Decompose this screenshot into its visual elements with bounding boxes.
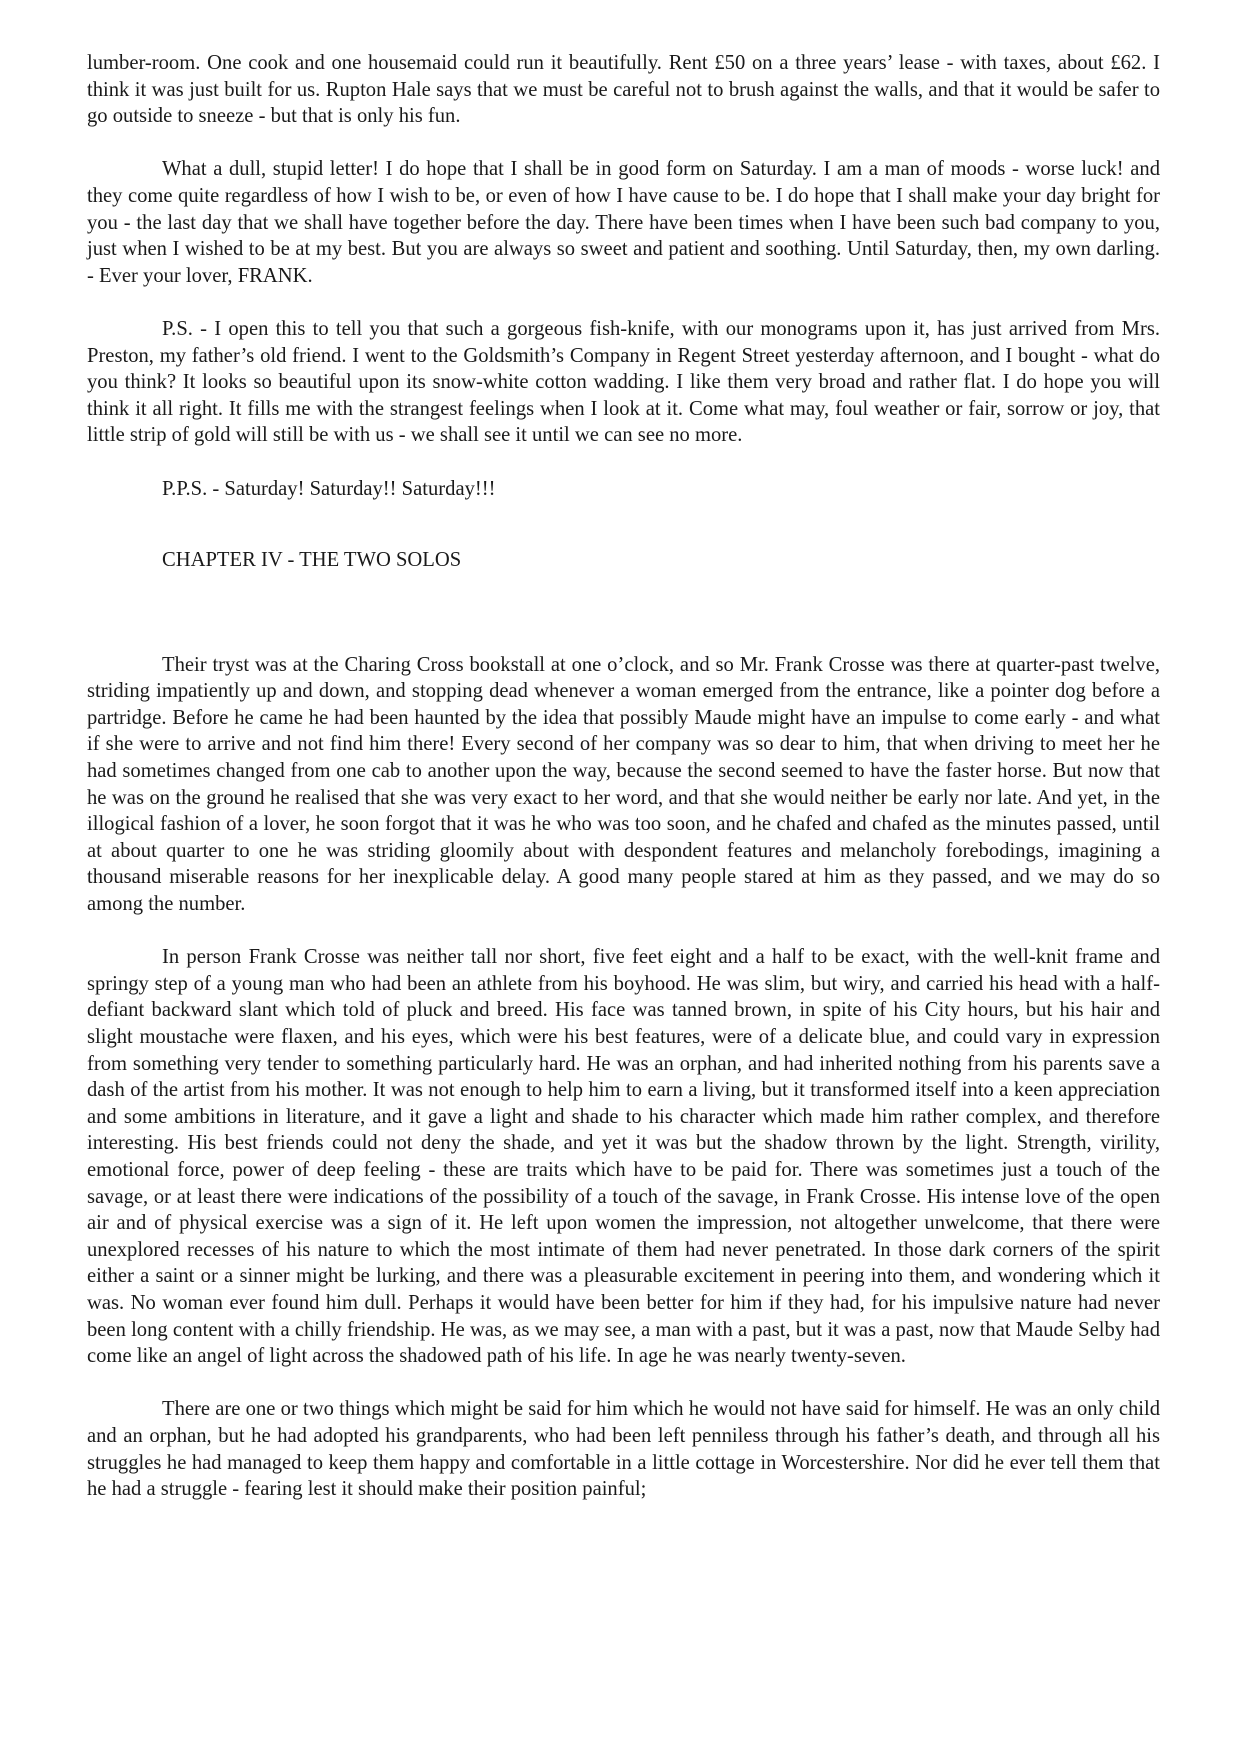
chapter-heading: CHAPTER IV - THE TWO SOLOS <box>162 549 462 572</box>
paragraph-tryst: Their tryst was at the Charing Cross bookstall at one o’clock, and so Mr. Frank Crosse was there at quarter-past twelve, striding impatiently up and down, and stopping dead whenever a woman emerged from the entrance, like a pointer dog before a partridge. Before he came he had been haunted by the idea that possibly Maude might have an impulse to come early - and what if she were to arrive and not find him there! Every second of her company was so dear to him, that when driving to meet her he had sometimes changed from one cab to another upon the way, because the second seemed to have the faster horse. But now that he was on the ground he realised that she was very exact to her word, and that she would neither be early nor late. And yet, in the illogical fashion of a lover, he soon forgot that it was he who was too soon, and he chafed and chafed as the minutes passed, until at about quarter to one he was striding gloomily about with despondent features and melancholy forebodings, imagining a thousand miserable reasons for her inexplicable delay. A good many people stared at him as they passed, and we may do so among the number. <box>87 653 1160 916</box>
document-page <box>87 50 1160 1529</box>
paragraph-grandparents: There are one or two things which might be said for him which he would not have said for himself. He was an only child and an orphan, but he had adopted his grandparents, who had been left penniless through his father’s death, and through all his struggles he had managed to keep them happy and comfortable in a little cottage in Worcestershire. Nor did he ever tell them that he had a struggle - fearing lest it should make their position painful; <box>87 1398 1160 1501</box>
paragraph-letter-house: lumber-room. One cook and one housemaid could run it beautifully. Rent £50 on a three years’ lease - with taxes, about £62. I think it was just built for us. Rupton Hale says that we must be careful not to brush against the walls, and that it would be safer to go outside to sneeze - but that is only his fun. <box>87 52 1160 128</box>
paragraph-letter-closing: What a dull, stupid letter! I do hope that I shall be in good form on Saturday. I am a man of moods - worse luck! and they come quite regardless of how I wish to be, or even of how I have cause to be. I do hope that I shall make your day bright for you - the last day that we shall have together before the day. There have been times when I have been such bad company to you, just when I wished to be at my best. But you are always so sweet and patient and soothing. Until Saturday, then, my own darling. - Ever your lover, FRANK. <box>87 158 1160 287</box>
paragraph-post-postscript: P.P.S. - Saturday! Saturday!! Saturday!!! <box>162 477 496 500</box>
paragraph-postscript: P.S. - I open this to tell you that such a gorgeous fish-knife, with our monograms upon it, has just arrived from Mrs. Preston, my father’s old friend. I went to the Goldsmith’s Company in Regent Street yesterday afternoon, and I bought - what do you think? It looks so beautiful upon its snow-white cotton wadding. I like them very broad and rather flat. I do hope you will think it all right. It fills me with the strangest feelings when I look at it. Come what may, foul weather or fair, sorrow or joy, that little strip of gold will still be with us - we shall see it until we can see no more. <box>87 317 1160 447</box>
paragraph-description: In person Frank Crosse was neither tall nor short, five feet eight and a half to be exact, with the well-knit frame and springy step of a young man who had been an athlete from his boyhood. He was slim, but wiry, and carried his head with a half-defiant backward slant which told of pluck and breed. His face was tanned brown, in spite of his City hours, but his hair and slight moustache were flaxen, and his eyes, which were his best features, were of a delicate blue, and could vary in expression from something very tender to something particularly hard. He was an orphan, and had inherited nothing from his parents save a dash of the artist from his mother. It was not enough to help him to earn a living, but it transformed itself into a keen appreciation and some ambitions in literature, and it gave a light and shade to his character which made him rather complex, and therefore interesting. His best friends could not deny the shade, and yet it was but the shadow thrown by the light. Strength, virility, emotional force, power of deep feeling - these are traits which have to be paid for. There was sometimes just a touch of the savage, or at least there were indications of the possibility of a touch of the savage, in Frank Crosse. His intense love of the open air and of physical exercise was a sign of it. He left upon women the impression, not altogether unwelcome, that there were unexplored recesses of his nature to which the most intimate of them had never penetrated. In those dark corners of the spirit either a saint or a sinner might be lurking, and there was a pleasurable excitement in peering into them, and wondering which it was. No woman ever found him dull. Perhaps it would have been better for him if they had, for his impulsive nature had never been long content with a chilly friendship. He was, as we may see, a man with a past, but it was a past, now that Maude Selby had come like an angel of light across the shadowed path of his life. In age he was nearly twenty-seven. <box>87 946 1160 1368</box>
